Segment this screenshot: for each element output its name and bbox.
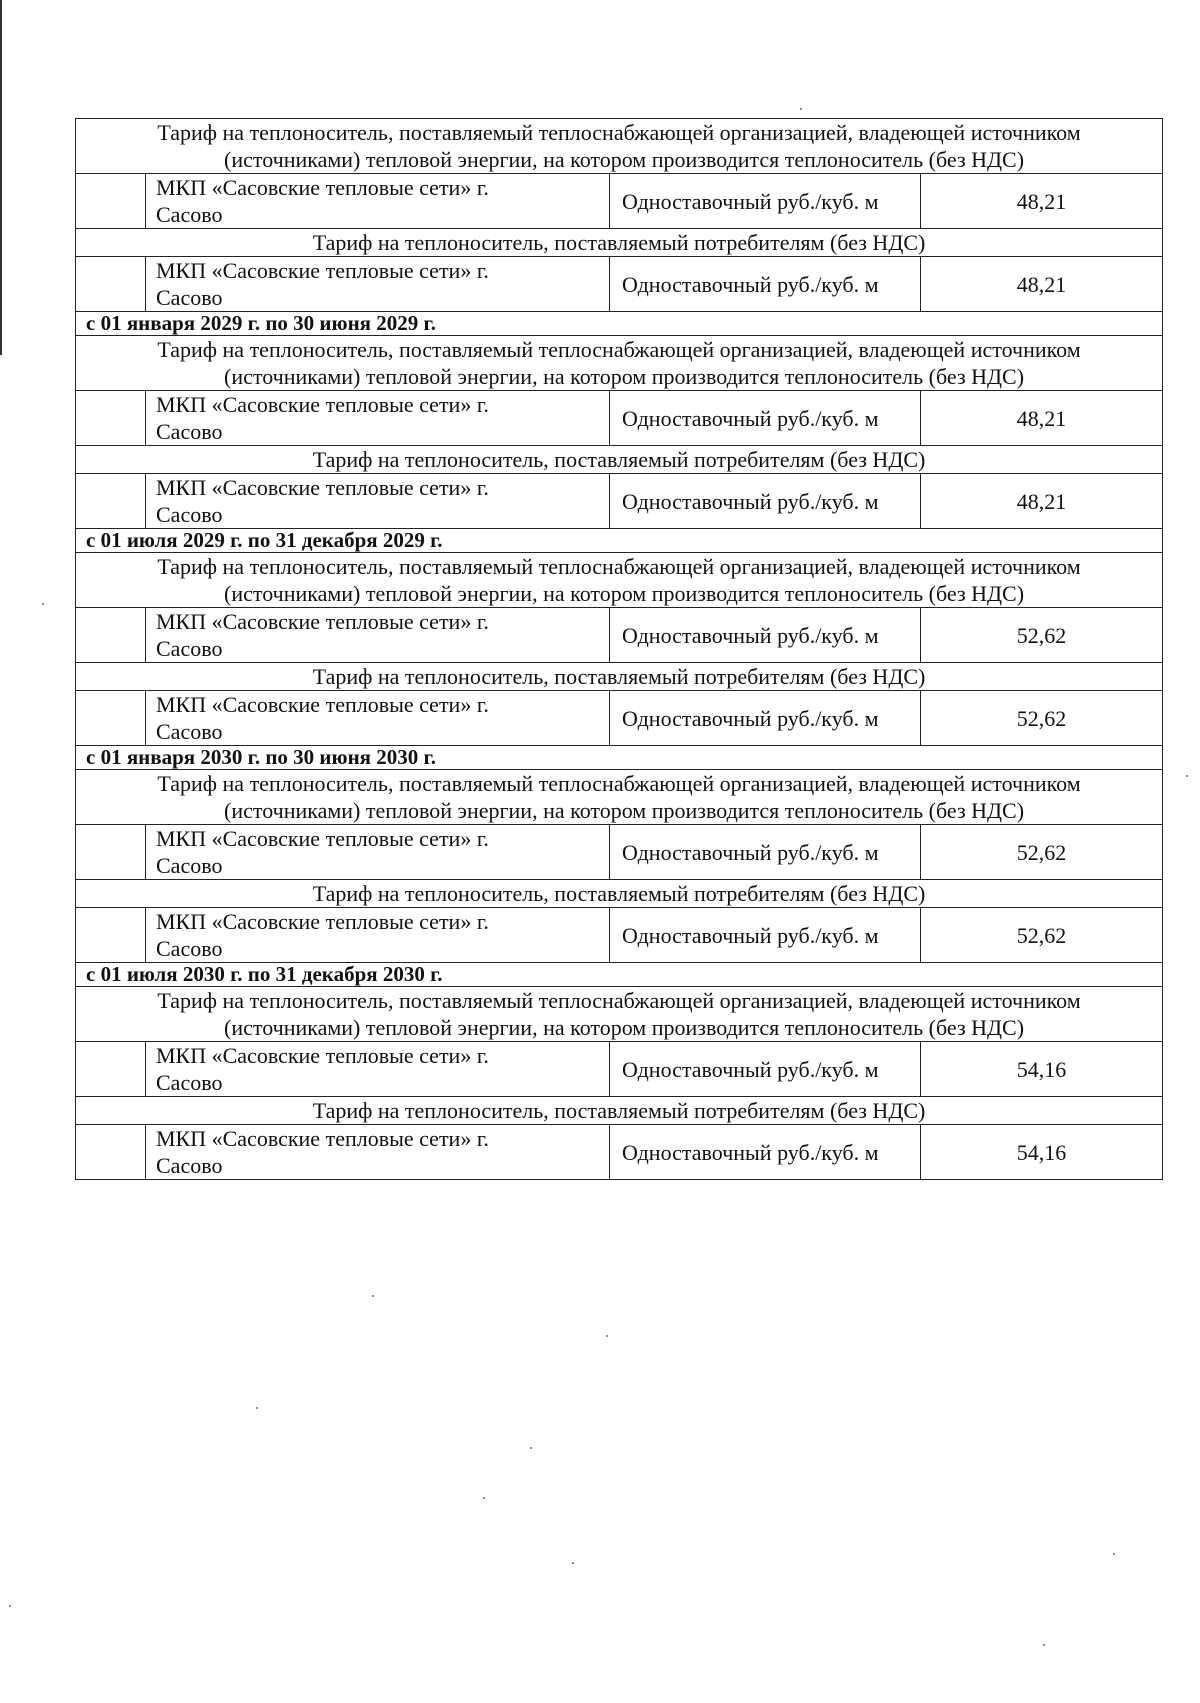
value-cell: 48,21 [921,257,1163,312]
organization-line: Сасово [156,202,223,227]
organization-cell [146,691,610,746]
row-number-cell [76,174,146,229]
tariff-header [76,553,1163,608]
tariff-header-line: Тариф на теплоноситель, поставляемый теплоснабжающей организацией, владеющей источником [157,337,1081,362]
value-cell: 52,62 [921,825,1163,880]
scan-speck [800,108,802,110]
tariff-header [76,987,1163,1042]
scan-edge-mark [0,0,2,355]
unit-cell: Одноставочный руб./куб. м [610,391,921,446]
tariff-header-row [76,770,1163,825]
tariff-header-row [76,229,1163,257]
organization-line: Сасово [156,936,223,961]
value-cell: 48,21 [921,174,1163,229]
tariff-row [76,908,1163,963]
period-label: с 01 января 2030 г. по 30 июня 2030 г. [76,746,1163,770]
tariff-header [76,880,1163,908]
tariff-header [76,770,1163,825]
organization-cell [146,908,610,963]
row-number-cell [76,608,146,663]
value-cell: 52,62 [921,608,1163,663]
value-cell: 54,16 [921,1042,1163,1097]
tariff-header-row [76,987,1163,1042]
organization-line: МКП «Сасовские тепловые сети» г. [156,826,489,851]
tariff-header-line: Тариф на теплоноситель, поставляемый потребителям (без НДС) [312,881,926,906]
tariff-row [76,257,1163,312]
tariff-header-line: (источниками) тепловой энергии, на котором производится теплоноситель (без НДС) [224,147,1025,172]
scan-speck [1113,1553,1115,1555]
tariff-row [76,474,1163,529]
organization-line: Сасово [156,285,223,310]
tariff-header-row [76,119,1163,174]
scan-speck [1043,1644,1045,1646]
tariff-header-row [76,553,1163,608]
period-label: с 01 июля 2030 г. по 31 декабря 2030 г. [76,963,1163,987]
organization-line: Сасово [156,636,223,661]
period-label: с 01 июля 2029 г. по 31 декабря 2029 г. [76,529,1163,553]
row-number-cell [76,474,146,529]
tariff-header-line: Тариф на теплоноситель, поставляемый потребителям (без НДС) [312,447,926,472]
tariff-row [76,391,1163,446]
organization-line: Сасово [156,1153,223,1178]
unit-cell: Одноставочный руб./куб. м [610,1042,921,1097]
value-cell: 54,16 [921,1125,1163,1180]
value-cell: 52,62 [921,908,1163,963]
organization-line: МКП «Сасовские тепловые сети» г. [156,258,489,283]
unit-cell: Одноставочный руб./куб. м [610,174,921,229]
value-cell: 48,21 [921,474,1163,529]
tariff-table [75,118,1163,1180]
tariff-header [76,336,1163,391]
tariff-row [76,691,1163,746]
tariff-header [76,663,1163,691]
tariff-row [76,1125,1163,1180]
unit-cell: Одноставочный руб./куб. м [610,908,921,963]
organization-line: Сасово [156,853,223,878]
organization-line: Сасово [156,719,223,744]
organization-cell [146,1125,610,1180]
scan-speck [256,1407,258,1409]
row-number-cell [76,825,146,880]
organization-line: Сасово [156,1070,223,1095]
tariff-header-row [76,336,1163,391]
scan-speck [572,1562,574,1564]
row-number-cell [76,1042,146,1097]
organization-cell [146,474,610,529]
row-number-cell [76,257,146,312]
period-row [76,312,1163,336]
tariff-header-line: (источниками) тепловой энергии, на котором производится теплоноситель (без НДС) [224,798,1025,823]
organization-line: МКП «Сасовские тепловые сети» г. [156,475,489,500]
organization-line: МКП «Сасовские тепловые сети» г. [156,392,489,417]
organization-line: МКП «Сасовские тепловые сети» г. [156,909,489,934]
tariff-header [76,119,1163,174]
row-number-cell [76,691,146,746]
organization-cell [146,608,610,663]
unit-cell: Одноставочный руб./куб. м [610,825,921,880]
period-row [76,746,1163,770]
scan-speck [372,1295,374,1297]
organization-line: МКП «Сасовские тепловые сети» г. [156,175,489,200]
tariff-header-line: Тариф на теплоноситель, поставляемый теплоснабжающей организацией, владеющей источником [157,771,1081,796]
tariff-header [76,446,1163,474]
tariff-header-line: (источниками) тепловой энергии, на котором производится теплоноситель (без НДС) [224,1015,1025,1040]
organization-line: МКП «Сасовские тепловые сети» г. [156,692,489,717]
organization-cell [146,174,610,229]
period-row [76,963,1163,987]
organization-cell [146,825,610,880]
period-row [76,529,1163,553]
scan-speck [1186,775,1188,777]
tariff-header-row [76,663,1163,691]
tariff-row [76,608,1163,663]
organization-cell [146,257,610,312]
unit-cell: Одноставочный руб./куб. м [610,608,921,663]
value-cell: 52,62 [921,691,1163,746]
unit-cell: Одноставочный руб./куб. м [610,1125,921,1180]
organization-line: Сасово [156,419,223,444]
organization-cell [146,391,610,446]
row-number-cell [76,908,146,963]
tariff-header-row [76,446,1163,474]
tariff-header-line: Тариф на теплоноситель, поставляемый теплоснабжающей организацией, владеющей источником [157,554,1081,579]
tariff-header-line: Тариф на теплоноситель, поставляемый теплоснабжающей организацией, владеющей источником [157,988,1081,1013]
unit-cell: Одноставочный руб./куб. м [610,474,921,529]
tariff-header-line: Тариф на теплоноситель, поставляемый теплоснабжающей организацией, владеющей источником [157,120,1081,145]
tariff-header-line: (источниками) тепловой энергии, на котором производится теплоноситель (без НДС) [224,364,1025,389]
tariff-header-line: (источниками) тепловой энергии, на котором производится теплоноситель (без НДС) [224,581,1025,606]
scan-speck [530,1447,532,1449]
tariff-header-line: Тариф на теплоноситель, поставляемый потребителям (без НДС) [312,230,926,255]
tariff-header [76,1097,1163,1125]
period-label: с 01 января 2029 г. по 30 июня 2029 г. [76,312,1163,336]
tariff-row [76,1042,1163,1097]
organization-line: МКП «Сасовские тепловые сети» г. [156,1043,489,1068]
value-cell: 48,21 [921,391,1163,446]
tariff-header-line: Тариф на теплоноситель, поставляемый потребителям (без НДС) [312,664,926,689]
organization-cell [146,1042,610,1097]
tariff-header-row [76,1097,1163,1125]
scan-speck [42,603,44,605]
unit-cell: Одноставочный руб./куб. м [610,691,921,746]
organization-line: МКП «Сасовские тепловые сети» г. [156,609,489,634]
row-number-cell [76,1125,146,1180]
scan-speck [483,1497,485,1499]
tariff-header-line: Тариф на теплоноситель, поставляемый потребителям (без НДС) [312,1098,926,1123]
tariff-row [76,825,1163,880]
scan-speck [606,1335,608,1337]
organization-line: МКП «Сасовские тепловые сети» г. [156,1126,489,1151]
tariff-row [76,174,1163,229]
tariff-header [76,229,1163,257]
unit-cell: Одноставочный руб./куб. м [610,257,921,312]
row-number-cell [76,391,146,446]
scan-speck [9,1605,11,1607]
tariff-header-row [76,880,1163,908]
organization-line: Сасово [156,502,223,527]
